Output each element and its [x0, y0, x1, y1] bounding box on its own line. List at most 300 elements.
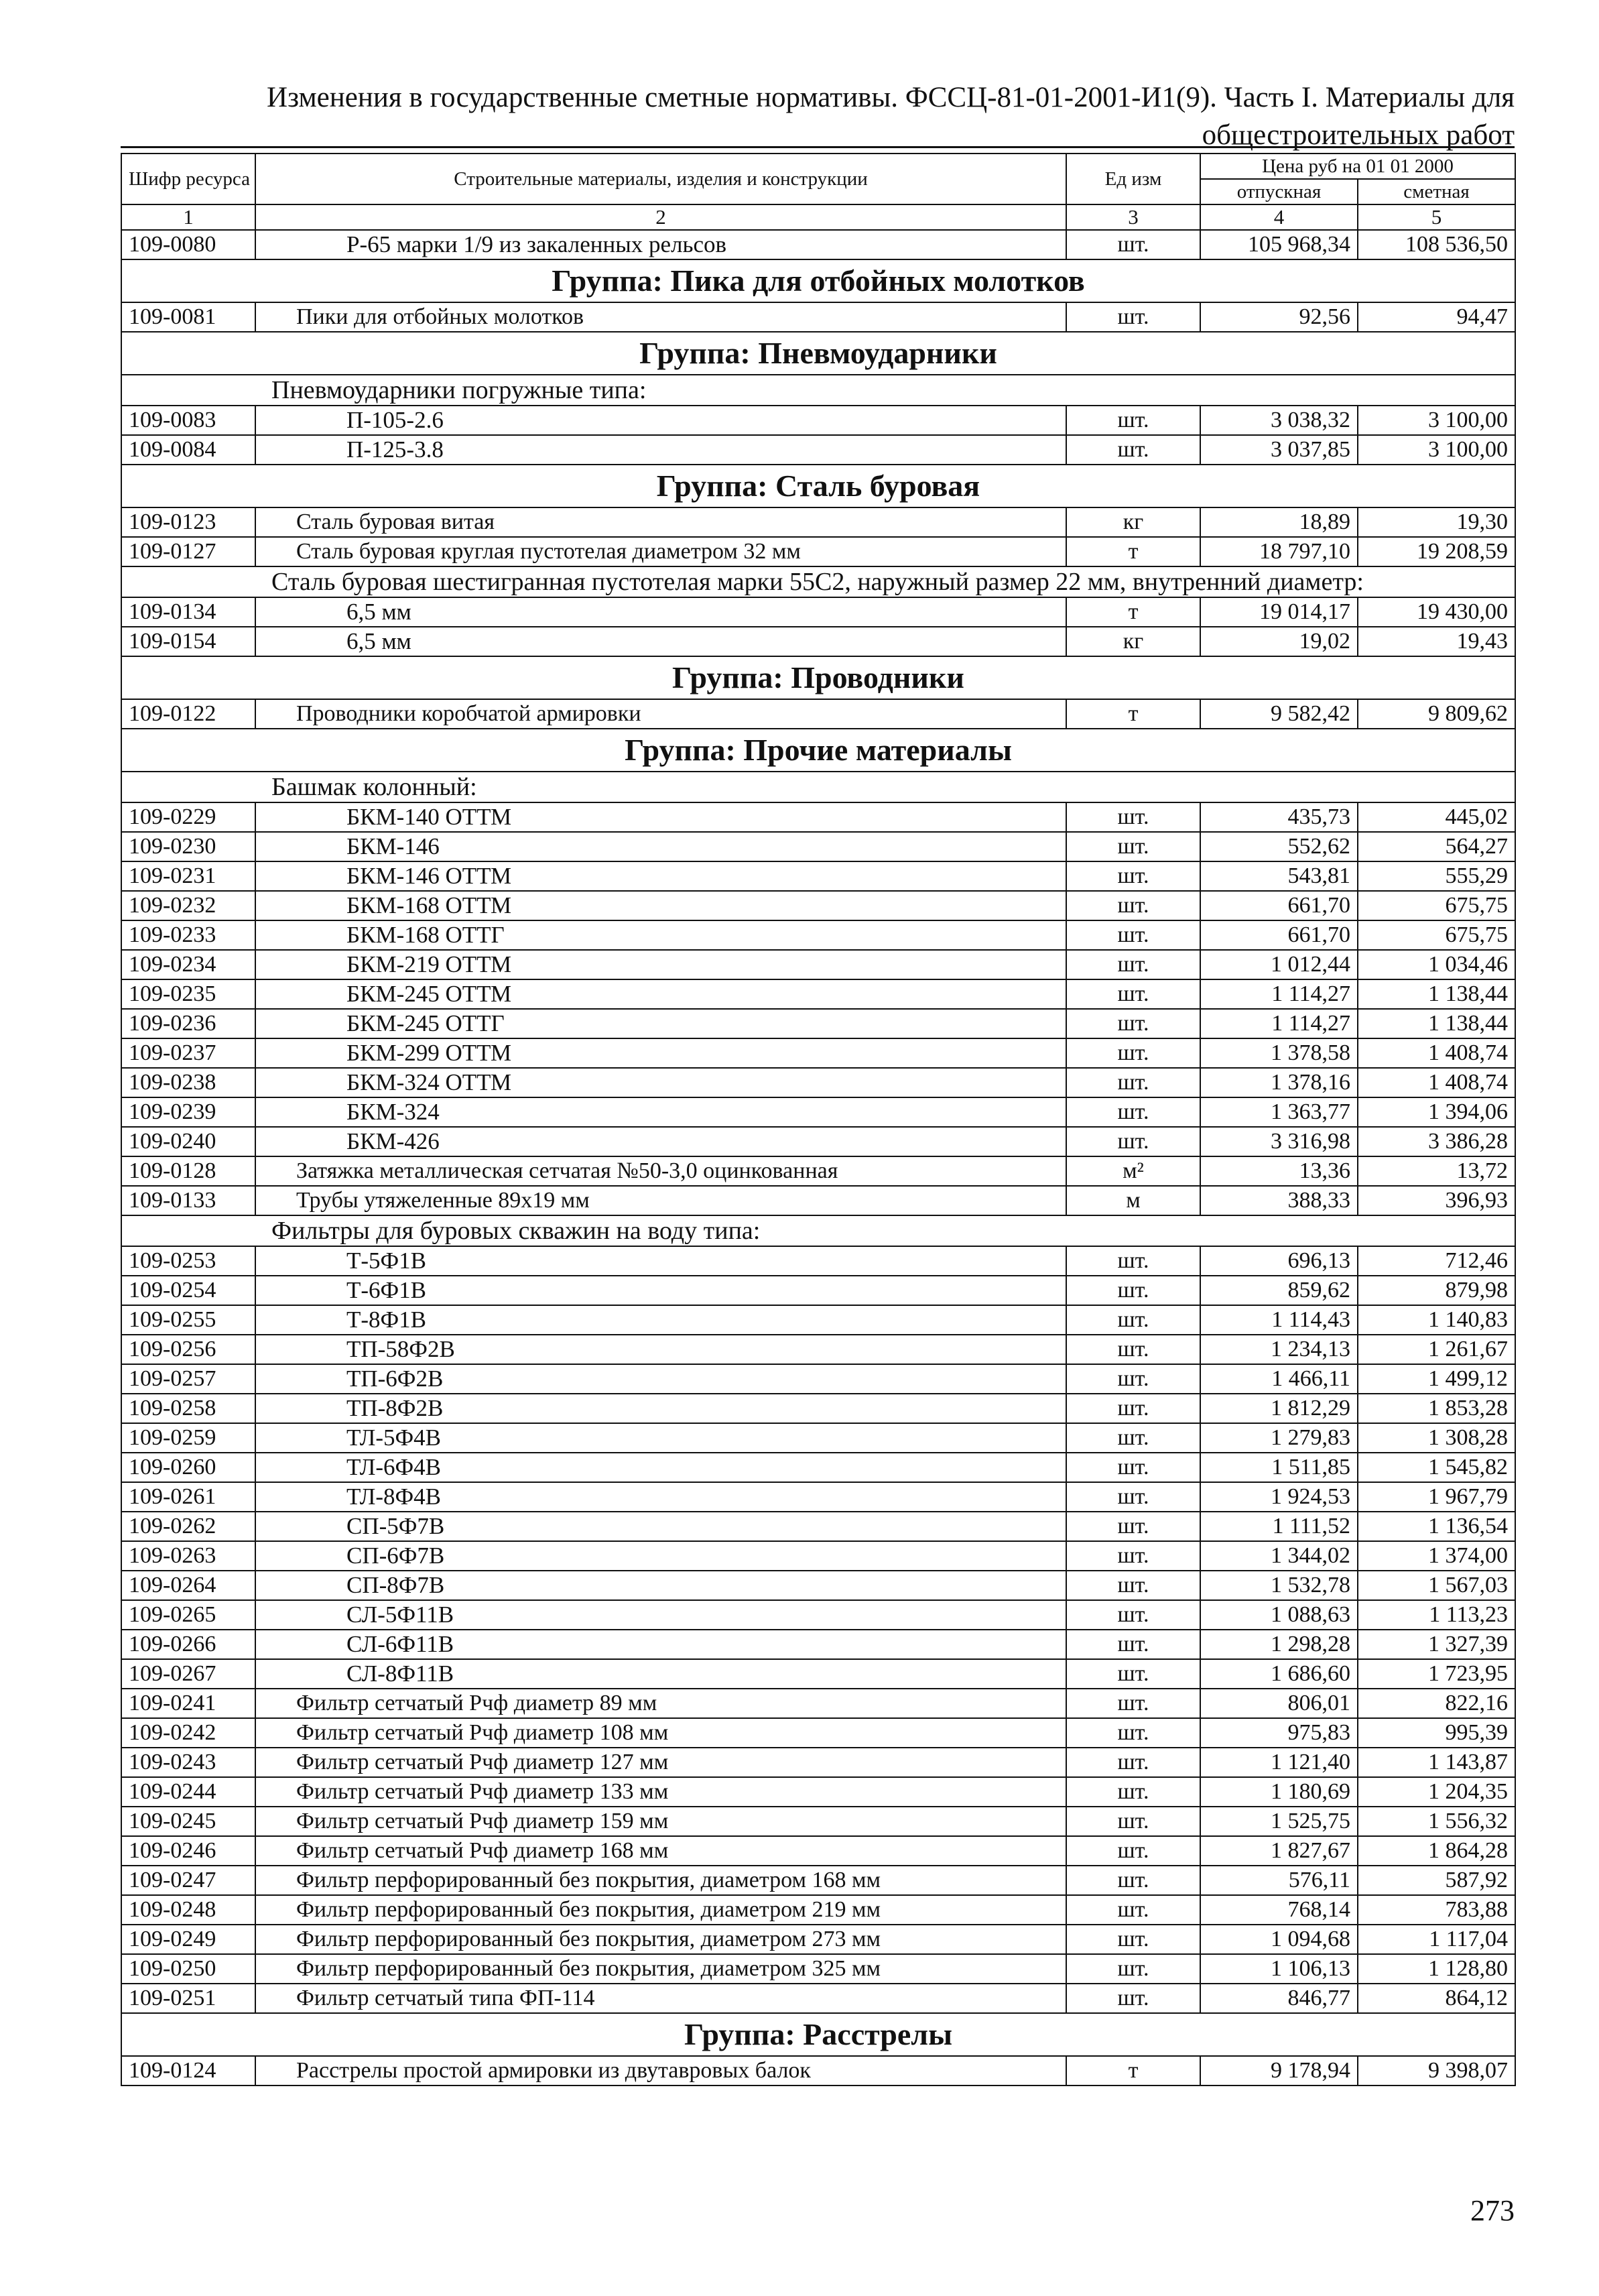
resource-code: 109-0242 [121, 1718, 255, 1748]
resource-code: 109-0133 [121, 1186, 255, 1215]
group-title: Группа: Расстрелы [121, 2013, 1515, 2056]
release-price: 1 686,60 [1200, 1659, 1358, 1689]
material-name: БКМ-168 ОТТМ [255, 891, 1066, 920]
resource-code: 109-0261 [121, 1482, 255, 1512]
material-name: ТП-6Ф2В [255, 1364, 1066, 1394]
release-price: 661,70 [1200, 891, 1358, 920]
resource-code: 109-0244 [121, 1777, 255, 1807]
estimate-price: 995,39 [1358, 1718, 1515, 1748]
estimate-price: 564,27 [1358, 832, 1515, 861]
material-name: Расстрелы простой армировки из двутавровых балок [255, 2056, 1066, 2086]
header-line-2: общестроительных работ [1202, 119, 1515, 151]
table-row [121, 1689, 1515, 1718]
material-name: ТП-58Ф2В [255, 1335, 1066, 1364]
group-header-row [121, 729, 1515, 772]
subheading-row [121, 1215, 1515, 1246]
release-price: 846,77 [1200, 1984, 1358, 2013]
table-row [121, 2056, 1515, 2086]
unit-cell: шт. [1066, 1068, 1200, 1097]
subheading-text: Башмак колонный: [121, 772, 1515, 802]
table-row [121, 1925, 1515, 1954]
resource-code: 109-0255 [121, 1305, 255, 1335]
release-price: 1 114,43 [1200, 1305, 1358, 1335]
unit-cell: шт. [1066, 1925, 1200, 1954]
unit-cell: шт. [1066, 1512, 1200, 1541]
unit-cell: шт. [1066, 1748, 1200, 1777]
resource-code: 109-0264 [121, 1571, 255, 1600]
resource-code: 109-0248 [121, 1895, 255, 1925]
release-price: 1 088,63 [1200, 1600, 1358, 1630]
table-row [121, 1038, 1515, 1068]
material-name: Фильтр сетчатый Рчф диаметр 133 мм [255, 1777, 1066, 1807]
release-price: 1 012,44 [1200, 950, 1358, 979]
material-name: 6,5 мм [255, 627, 1066, 656]
release-price: 1 363,77 [1200, 1097, 1358, 1127]
estimate-price: 19 430,00 [1358, 597, 1515, 627]
release-price: 92,56 [1200, 302, 1358, 332]
table-row [121, 1186, 1515, 1215]
resource-code: 109-0260 [121, 1453, 255, 1482]
resource-code: 109-0124 [121, 2056, 255, 2086]
table-row [121, 802, 1515, 832]
table-row [121, 1423, 1515, 1453]
resource-code: 109-0229 [121, 802, 255, 832]
unit-cell: шт. [1066, 1984, 1200, 2013]
table-row [121, 1068, 1515, 1097]
material-name: Т-6Ф1В [255, 1276, 1066, 1305]
col-header-unit: Ед изм [1066, 154, 1200, 204]
material-name: Затяжка металлическая сетчатая №50-3,0 оцинкованная [255, 1156, 1066, 1186]
unit-cell: шт. [1066, 1364, 1200, 1394]
material-name: Фильтр сетчатый Рчф диаметр 159 мм [255, 1807, 1066, 1836]
table-row [121, 832, 1515, 861]
estimate-price: 1 374,00 [1358, 1541, 1515, 1571]
table-row [121, 1276, 1515, 1305]
material-name: БКМ-146 ОТТМ [255, 861, 1066, 891]
subheading-text: Пневмоударники погружные типа: [121, 375, 1515, 406]
estimate-price: 712,46 [1358, 1246, 1515, 1276]
estimate-price: 1 327,39 [1358, 1630, 1515, 1659]
resource-code: 109-0246 [121, 1836, 255, 1866]
estimate-price: 1 556,32 [1358, 1807, 1515, 1836]
estimate-price: 675,75 [1358, 891, 1515, 920]
unit-cell: шт. [1066, 920, 1200, 950]
resource-code: 109-0245 [121, 1807, 255, 1836]
estimate-price: 9 398,07 [1358, 2056, 1515, 2086]
estimate-price: 3 100,00 [1358, 406, 1515, 435]
unit-cell: шт. [1066, 1394, 1200, 1423]
table-row [121, 1984, 1515, 2013]
table-row [121, 1718, 1515, 1748]
estimate-price: 1 143,87 [1358, 1748, 1515, 1777]
material-name: Фильтр перфорированный без покрытия, диаметром 168 мм [255, 1866, 1066, 1895]
material-name: Фильтр перфорированный без покрытия, диаметром 219 мм [255, 1895, 1066, 1925]
material-name: БКМ-168 ОТТГ [255, 920, 1066, 950]
estimate-price: 879,98 [1358, 1276, 1515, 1305]
col-header-name: Строительные материалы, изделия и конструкции [255, 154, 1066, 204]
group-header-row [121, 259, 1515, 302]
material-name: Фильтр сетчатый Рчф диаметр 127 мм [255, 1748, 1066, 1777]
table-row [121, 627, 1515, 656]
estimate-price: 108 536,50 [1358, 230, 1515, 259]
table-row [121, 861, 1515, 891]
release-price: 9 582,42 [1200, 699, 1358, 729]
unit-cell: шт. [1066, 1423, 1200, 1453]
estimate-price: 94,47 [1358, 302, 1515, 332]
col-header-release: отпускная [1200, 179, 1358, 204]
table-row [121, 1895, 1515, 1925]
page-number: 273 [1470, 2194, 1515, 2227]
table-row [121, 1512, 1515, 1541]
table-row [121, 1748, 1515, 1777]
material-name: Фильтр сетчатый типа ФП-114 [255, 1984, 1066, 2013]
unit-cell: шт. [1066, 1305, 1200, 1335]
resource-code: 109-0249 [121, 1925, 255, 1954]
unit-cell: т [1066, 2056, 1200, 2086]
table-row [121, 1156, 1515, 1186]
estimate-price: 1 567,03 [1358, 1571, 1515, 1600]
estimate-price: 1 967,79 [1358, 1482, 1515, 1512]
unit-cell: шт. [1066, 1895, 1200, 1925]
unit-cell: шт. [1066, 302, 1200, 332]
group-title: Группа: Проводники [121, 656, 1515, 699]
subheading-text: Сталь буровая шестигранная пустотелая марки 55С2, наружный размер 22 мм, внутренний диаметр: [121, 566, 1515, 597]
resource-code: 109-0128 [121, 1156, 255, 1186]
unit-cell: шт. [1066, 1127, 1200, 1156]
subheading-row [121, 772, 1515, 802]
estimate-price: 1 499,12 [1358, 1364, 1515, 1394]
table-row [121, 1009, 1515, 1038]
material-name: СЛ-8Ф11В [255, 1659, 1066, 1689]
table-row [121, 597, 1515, 627]
resource-code: 109-0154 [121, 627, 255, 656]
table-row [121, 1482, 1515, 1512]
table-row [121, 1836, 1515, 1866]
resource-code: 109-0262 [121, 1512, 255, 1541]
resource-code: 109-0267 [121, 1659, 255, 1689]
unit-cell: шт. [1066, 230, 1200, 259]
material-name: ТЛ-8Ф4В [255, 1482, 1066, 1512]
unit-cell: шт. [1066, 1335, 1200, 1364]
table-row [121, 920, 1515, 950]
estimate-price: 1 113,23 [1358, 1600, 1515, 1630]
group-title: Группа: Сталь буровая [121, 465, 1515, 507]
unit-cell: шт. [1066, 950, 1200, 979]
release-price: 1 114,27 [1200, 1009, 1358, 1038]
material-name: Р-65 марки 1/9 из закаленных рельсов [255, 230, 1066, 259]
unit-cell: шт. [1066, 1097, 1200, 1127]
release-price: 1 924,53 [1200, 1482, 1358, 1512]
release-price: 1 812,29 [1200, 1394, 1358, 1423]
estimate-price: 783,88 [1358, 1895, 1515, 1925]
column-number: 4 [1200, 204, 1358, 230]
unit-cell: шт. [1066, 891, 1200, 920]
resource-code: 109-0080 [121, 230, 255, 259]
release-price: 3 038,32 [1200, 406, 1358, 435]
release-price: 388,33 [1200, 1186, 1358, 1215]
estimate-price: 445,02 [1358, 802, 1515, 832]
material-name: БКМ-140 ОТТМ [255, 802, 1066, 832]
release-price: 859,62 [1200, 1276, 1358, 1305]
table-row [121, 699, 1515, 729]
table-row [121, 1127, 1515, 1156]
header-row [121, 154, 1515, 179]
table-row [121, 435, 1515, 465]
estimate-price: 555,29 [1358, 861, 1515, 891]
release-price: 1 234,13 [1200, 1335, 1358, 1364]
release-price: 1 094,68 [1200, 1925, 1358, 1954]
group-title: Группа: Прочие материалы [121, 729, 1515, 772]
group-header-row [121, 465, 1515, 507]
resource-code: 109-0250 [121, 1954, 255, 1984]
material-name: СП-8Ф7В [255, 1571, 1066, 1600]
estimate-price: 1 138,44 [1358, 979, 1515, 1009]
release-price: 1 111,52 [1200, 1512, 1358, 1541]
unit-cell: т [1066, 537, 1200, 566]
release-price: 768,14 [1200, 1895, 1358, 1925]
material-name: Фильтр сетчатый Рчф диаметр 89 мм [255, 1689, 1066, 1718]
resource-code: 109-0256 [121, 1335, 255, 1364]
material-name: Трубы утяжеленные 89х19 мм [255, 1186, 1066, 1215]
subheading-row [121, 566, 1515, 597]
estimate-price: 1 128,80 [1358, 1954, 1515, 1984]
estimate-price: 1 308,28 [1358, 1423, 1515, 1453]
unit-cell: шт. [1066, 1866, 1200, 1895]
estimate-price: 675,75 [1358, 920, 1515, 950]
table-row [121, 891, 1515, 920]
resource-code: 109-0233 [121, 920, 255, 950]
table-row [121, 302, 1515, 332]
resource-code: 109-0238 [121, 1068, 255, 1097]
estimate-price: 1 117,04 [1358, 1925, 1515, 1954]
release-price: 9 178,94 [1200, 2056, 1358, 2086]
material-name: ТП-8Ф2В [255, 1394, 1066, 1423]
resource-code: 109-0083 [121, 406, 255, 435]
estimate-price: 587,92 [1358, 1866, 1515, 1895]
estimate-price: 19,43 [1358, 627, 1515, 656]
page-header [121, 79, 1515, 154]
release-price: 105 968,34 [1200, 230, 1358, 259]
header-rule [121, 146, 1515, 148]
material-name: СП-5Ф7В [255, 1512, 1066, 1541]
release-price: 1 106,13 [1200, 1954, 1358, 1984]
release-price: 1 827,67 [1200, 1836, 1358, 1866]
material-name: П-105-2.6 [255, 406, 1066, 435]
col-header-code: Шифр ресурса [121, 154, 255, 204]
release-price: 1 525,75 [1200, 1807, 1358, 1836]
table-row [121, 1453, 1515, 1482]
release-price: 1 279,83 [1200, 1423, 1358, 1453]
release-price: 435,73 [1200, 802, 1358, 832]
release-price: 18 797,10 [1200, 537, 1358, 566]
unit-cell: т [1066, 699, 1200, 729]
material-name: 6,5 мм [255, 597, 1066, 627]
table-row [121, 1600, 1515, 1630]
subheading-row [121, 375, 1515, 406]
release-price: 18,89 [1200, 507, 1358, 537]
resource-code: 109-0251 [121, 1984, 255, 2013]
resource-code: 109-0122 [121, 699, 255, 729]
group-title: Группа: Пика для отбойных молотков [121, 259, 1515, 302]
unit-cell: шт. [1066, 1246, 1200, 1276]
release-price: 806,01 [1200, 1689, 1358, 1718]
material-name: БКМ-245 ОТТГ [255, 1009, 1066, 1038]
release-price: 1 532,78 [1200, 1571, 1358, 1600]
estimate-price: 1 138,44 [1358, 1009, 1515, 1038]
material-name: Фильтр сетчатый Рчф диаметр 108 мм [255, 1718, 1066, 1748]
resource-code: 109-0230 [121, 832, 255, 861]
material-name: СЛ-5Ф11В [255, 1600, 1066, 1630]
material-name: Т-8Ф1В [255, 1305, 1066, 1335]
release-price: 543,81 [1200, 861, 1358, 891]
group-title: Группа: Пневмоударники [121, 332, 1515, 375]
subheading-text: Фильтры для буровых скважин на воду типа: [121, 1215, 1515, 1246]
unit-cell: м [1066, 1186, 1200, 1215]
table-row [121, 950, 1515, 979]
release-price: 1 466,11 [1200, 1364, 1358, 1394]
unit-cell: шт. [1066, 1482, 1200, 1512]
price-table [121, 153, 1516, 2086]
unit-cell: шт. [1066, 1718, 1200, 1748]
table-row [121, 1777, 1515, 1807]
release-price: 552,62 [1200, 832, 1358, 861]
table-row [121, 1246, 1515, 1276]
material-name: БКМ-426 [255, 1127, 1066, 1156]
release-price: 1 121,40 [1200, 1748, 1358, 1777]
estimate-price: 1 408,74 [1358, 1038, 1515, 1068]
release-price: 576,11 [1200, 1866, 1358, 1895]
column-number: 1 [121, 204, 255, 230]
material-name: Пики для отбойных молотков [255, 302, 1066, 332]
resource-code: 109-0234 [121, 950, 255, 979]
resource-code: 109-0253 [121, 1246, 255, 1276]
table-body [121, 230, 1515, 2086]
resource-code: 109-0241 [121, 1689, 255, 1718]
estimate-price: 19,30 [1358, 507, 1515, 537]
unit-cell: шт. [1066, 832, 1200, 861]
estimate-price: 1 261,67 [1358, 1335, 1515, 1364]
resource-code: 109-0081 [121, 302, 255, 332]
unit-cell: шт. [1066, 1453, 1200, 1482]
material-name: БКМ-219 ОТТМ [255, 950, 1066, 979]
resource-code: 109-0123 [121, 507, 255, 537]
estimate-price: 9 809,62 [1358, 699, 1515, 729]
table-row [121, 1335, 1515, 1364]
resource-code: 109-0263 [121, 1541, 255, 1571]
table-row [121, 1866, 1515, 1895]
resource-code: 109-0265 [121, 1600, 255, 1630]
resource-code: 109-0243 [121, 1748, 255, 1777]
unit-cell: шт. [1066, 1807, 1200, 1836]
material-name: Т-5Ф1В [255, 1246, 1066, 1276]
release-price: 696,13 [1200, 1246, 1358, 1276]
unit-cell: шт. [1066, 1571, 1200, 1600]
group-header-row [121, 2013, 1515, 2056]
release-price: 1 114,27 [1200, 979, 1358, 1009]
estimate-price: 3 386,28 [1358, 1127, 1515, 1156]
estimate-price: 864,12 [1358, 1984, 1515, 2013]
unit-cell: шт. [1066, 1954, 1200, 1984]
estimate-price: 1 204,35 [1358, 1777, 1515, 1807]
unit-cell: шт. [1066, 406, 1200, 435]
estimate-price: 3 100,00 [1358, 435, 1515, 465]
unit-cell: шт. [1066, 1836, 1200, 1866]
resource-code: 109-0254 [121, 1276, 255, 1305]
unit-cell: шт. [1066, 1600, 1200, 1630]
column-number-row [121, 204, 1515, 230]
release-price: 3 037,85 [1200, 435, 1358, 465]
release-price: 19 014,17 [1200, 597, 1358, 627]
release-price: 1 378,16 [1200, 1068, 1358, 1097]
estimate-price: 396,93 [1358, 1186, 1515, 1215]
table-row [121, 406, 1515, 435]
unit-cell: шт. [1066, 1038, 1200, 1068]
unit-cell: шт. [1066, 979, 1200, 1009]
resource-code: 109-0127 [121, 537, 255, 566]
release-price: 661,70 [1200, 920, 1358, 950]
resource-code: 109-0237 [121, 1038, 255, 1068]
unit-cell: шт. [1066, 1659, 1200, 1689]
resource-code: 109-0259 [121, 1423, 255, 1453]
table-row [121, 507, 1515, 537]
unit-cell: шт. [1066, 1777, 1200, 1807]
resource-code: 109-0084 [121, 435, 255, 465]
table-row [121, 979, 1515, 1009]
material-name: Фильтр перфорированный без покрытия, диаметром 273 мм [255, 1925, 1066, 1954]
group-header-row [121, 332, 1515, 375]
resource-code: 109-0134 [121, 597, 255, 627]
release-price: 1 511,85 [1200, 1453, 1358, 1482]
estimate-price: 19 208,59 [1358, 537, 1515, 566]
resource-code: 109-0232 [121, 891, 255, 920]
release-price: 3 316,98 [1200, 1127, 1358, 1156]
release-price: 1 378,58 [1200, 1038, 1358, 1068]
material-name: БКМ-146 [255, 832, 1066, 861]
table-row [121, 1394, 1515, 1423]
resource-code: 109-0258 [121, 1394, 255, 1423]
table-row [121, 1954, 1515, 1984]
estimate-price: 13,72 [1358, 1156, 1515, 1186]
estimate-price: 1 864,28 [1358, 1836, 1515, 1866]
resource-code: 109-0257 [121, 1364, 255, 1394]
estimate-price: 1 545,82 [1358, 1453, 1515, 1482]
estimate-price: 1 723,95 [1358, 1659, 1515, 1689]
material-name: БКМ-299 ОТТМ [255, 1038, 1066, 1068]
material-name: Фильтр сетчатый Рчф диаметр 168 мм [255, 1836, 1066, 1866]
release-price: 13,36 [1200, 1156, 1358, 1186]
material-name: Сталь буровая витая [255, 507, 1066, 537]
material-name: СП-6Ф7В [255, 1541, 1066, 1571]
resource-code: 109-0235 [121, 979, 255, 1009]
table-row [121, 1630, 1515, 1659]
column-number: 3 [1066, 204, 1200, 230]
estimate-price: 1 408,74 [1358, 1068, 1515, 1097]
unit-cell: шт. [1066, 435, 1200, 465]
resource-code: 109-0247 [121, 1866, 255, 1895]
release-price: 1 298,28 [1200, 1630, 1358, 1659]
table-row [121, 1807, 1515, 1836]
resource-code: 109-0231 [121, 861, 255, 891]
estimate-price: 1 853,28 [1358, 1394, 1515, 1423]
release-price: 975,83 [1200, 1718, 1358, 1748]
estimate-price: 822,16 [1358, 1689, 1515, 1718]
table-row [121, 1305, 1515, 1335]
unit-cell: кг [1066, 627, 1200, 656]
material-name: БКМ-324 ОТТМ [255, 1068, 1066, 1097]
table-row [121, 230, 1515, 259]
material-name: БКМ-245 ОТТМ [255, 979, 1066, 1009]
group-header-row [121, 656, 1515, 699]
